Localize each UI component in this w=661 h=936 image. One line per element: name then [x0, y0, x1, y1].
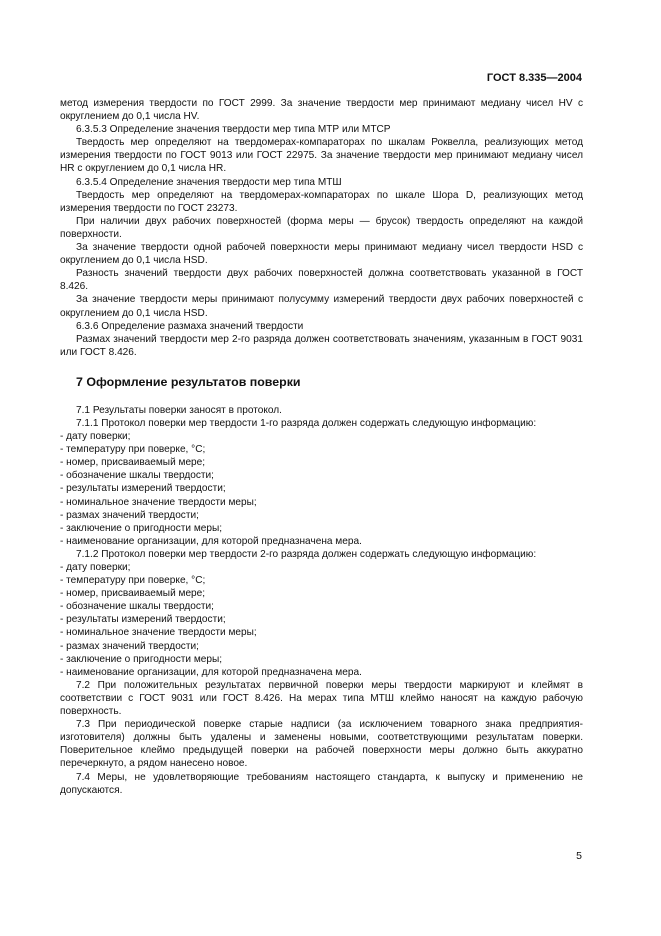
list-item: - температуру при поверке, °С;: [60, 575, 206, 587]
paragraph: При наличии двух рабочих поверхностей (форма меры — брусок) твердость определяют на каждой поверхности.: [60, 215, 583, 240]
paragraph: 6.3.5.3 Определение значения твердости мер типа МТР или МТСР: [76, 124, 391, 136]
paragraph: За значение твердости одной рабочей поверхности меры принимают медиану чисел твердости HSD с округлением до 0,1 числа HSD.: [60, 242, 583, 267]
list-item: - результаты измерений твердости;: [60, 483, 226, 495]
list-item: - дату поверки;: [60, 562, 131, 573]
list-item: - номинальное значение твердости меры;: [60, 496, 257, 508]
page-number: 5: [576, 850, 582, 862]
list-item: - размах значений твердости;: [60, 509, 199, 521]
list-item: - размах значений твердости;: [60, 640, 199, 652]
section-7-body: [60, 404, 583, 797]
list-item: - наименование организации, для которой предназначена мера.: [60, 535, 362, 547]
list-item: - результаты измерений твердости;: [60, 614, 226, 626]
list-item: - дату поверки;: [60, 431, 131, 443]
document-header: ГОСТ 8.335—2004: [486, 72, 582, 84]
paragraph: Твердость мер определяют на твердомерах-компараторах по шкале Шора D, реализующих метод измерения твердости по ГОСТ 23273.: [60, 189, 583, 214]
paragraph: 7.4 Меры, не удовлетворяющие требованиям настоящего стандарта, к выпуску и применению не допускаются.: [60, 771, 583, 796]
list-item: - номер, присваиваемый мере;: [60, 457, 206, 469]
paragraph: 7.3 При периодической поверке старые надписи (за исключением товарного знака предприятия-изготовителя) должны быть удалены и заменены новыми, соответствующими результатам поверки. Поверительное клеймо предыдущей поверки на рабочей поверхности меры должно быть аккуратно перечеркнуто, а рядом нанесено новое.: [60, 719, 583, 770]
paragraph: 7.1.2 Протокол поверки мер твердости 2-го разряда должен содержать следующую информацию:: [76, 548, 537, 560]
paragraph: метод измерения твердости по ГОСТ 2999. За значение твердости мер принимают медиану чисел HV с округлением до 0,1 числа HV.: [60, 98, 583, 123]
paragraph: 7.1.1 Протокол поверки мер твердости 1-го разряда должен содержать следующую информацию:: [76, 417, 537, 429]
paragraph: 6.3.6 Определение размаха значений твердости: [76, 320, 304, 332]
list-item: - наименование организации, для которой предназначена мера.: [60, 666, 362, 678]
list-item: - заключение о пригодности меры;: [60, 522, 223, 534]
paragraph: 6.3.5.4 Определение значения твердости мер типа МТШ: [76, 176, 342, 188]
section-6-continuation: [60, 97, 583, 359]
list-item: - обозначение шкалы твердости;: [60, 470, 214, 482]
paragraph: 7.2 При положительных результатах первичной поверки меры твердости маркируют и клеймят в соответствии с ГОСТ 9031 или ГОСТ 8.426. На мерах типа МТШ клеймо наносят на каждую рабочую поверхность.: [60, 679, 583, 718]
list-item: - обозначение шкалы твердости;: [60, 601, 214, 613]
list-item: - температуру при поверке, °С;: [60, 444, 206, 456]
paragraph: Размах значений твердости мер 2-го разряда должен соответствовать значениям, указанным в ГОСТ 9031 или ГОСТ 8.426.: [60, 333, 583, 358]
list-item: - заключение о пригодности меры;: [60, 653, 223, 665]
list-item: - номер, присваиваемый мере;: [60, 588, 206, 600]
paragraph: 7.1 Результаты поверки заносят в протокол.: [76, 404, 282, 416]
paragraph: Разность значений твердости двух рабочих поверхностей должна соответствовать указанной в ГОСТ 8.426.: [60, 268, 583, 293]
section-7-heading: 7 Оформление результатов поверки: [76, 374, 301, 389]
document-body: [60, 97, 583, 797]
list-item: - номинальное значение твердости меры;: [60, 627, 257, 639]
paragraph: Твердость мер определяют на твердомерах-компараторах по шкалам Роквелла, реализующих метод измерения твердости по ГОСТ 9013 или ГОСТ 22975. За значение твердости мер принимают медиану чисел HR с округлением до 0,1 числа HR.: [60, 137, 583, 175]
paragraph: За значение твердости меры принимают полусумму измерений твердости двух рабочих поверхностей с округлением до 0,1 числа HSD.: [60, 294, 583, 319]
